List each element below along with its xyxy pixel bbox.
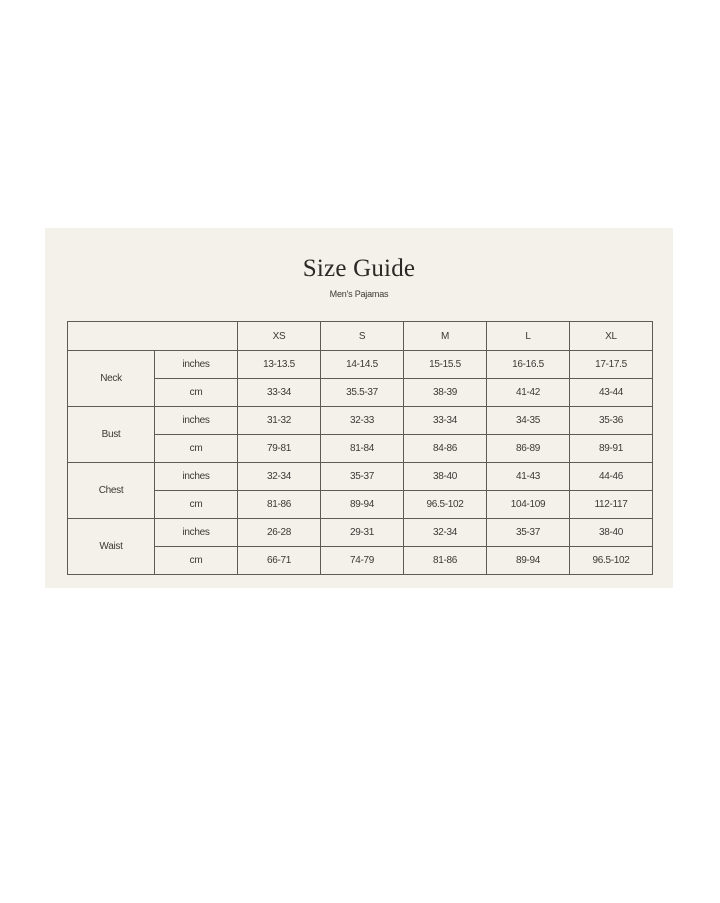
table-cell: 34-35 (487, 407, 570, 435)
unit-label: cm (155, 435, 238, 463)
table-cell: 32-34 (238, 463, 321, 491)
table-cell: 35-36 (570, 407, 653, 435)
table-cell: 14-14.5 (321, 351, 404, 379)
table-cell: 32-33 (321, 407, 404, 435)
size-header-xs: XS (238, 322, 321, 351)
unit-label: inches (155, 351, 238, 379)
page-subtitle: Men's Pajamas (329, 289, 389, 299)
table-cell: 74-79 (321, 547, 404, 575)
size-header-s: S (321, 322, 404, 351)
measure-label-bust: Bust (68, 407, 155, 463)
table-cell: 38-39 (404, 379, 487, 407)
table-cell: 79-81 (238, 435, 321, 463)
measure-label-waist: Waist (68, 519, 155, 575)
table-cell: 38-40 (570, 519, 653, 547)
table-cell: 89-94 (321, 491, 404, 519)
table-cell: 32-34 (404, 519, 487, 547)
table-cell: 96.5-102 (570, 547, 653, 575)
table-cell: 89-94 (487, 547, 570, 575)
table-row (68, 407, 653, 435)
table-cell: 17-17.5 (570, 351, 653, 379)
table-cell: 13-13.5 (238, 351, 321, 379)
table-row (68, 463, 653, 491)
table-cell: 89-91 (570, 435, 653, 463)
size-header-m: M (404, 322, 487, 351)
unit-label: cm (155, 547, 238, 575)
table-cell: 33-34 (238, 379, 321, 407)
table-cell: 26-28 (238, 519, 321, 547)
table-cell: 31-32 (238, 407, 321, 435)
table-header-row (68, 322, 653, 351)
table-cell: 86-89 (487, 435, 570, 463)
table-cell: 35-37 (321, 463, 404, 491)
table-header-corner (68, 322, 238, 351)
table-cell: 81-84 (321, 435, 404, 463)
table-cell: 112-117 (570, 491, 653, 519)
table-row (68, 547, 653, 575)
table-cell: 16-16.5 (487, 351, 570, 379)
table-row (68, 491, 653, 519)
table-cell: 104-109 (487, 491, 570, 519)
size-guide-card (45, 228, 673, 588)
unit-label: cm (155, 379, 238, 407)
size-header-l: L (487, 322, 570, 351)
page-title: Size Guide (302, 255, 416, 282)
table-cell: 35.5-37 (321, 379, 404, 407)
table-cell: 35-37 (487, 519, 570, 547)
table-cell: 43-44 (570, 379, 653, 407)
unit-label: cm (155, 491, 238, 519)
table-cell: 81-86 (238, 491, 321, 519)
table-row (68, 519, 653, 547)
table-cell: 41-43 (487, 463, 570, 491)
table-cell: 44-46 (570, 463, 653, 491)
table-cell: 81-86 (404, 547, 487, 575)
table-cell: 84-86 (404, 435, 487, 463)
table-row (68, 379, 653, 407)
unit-label: inches (155, 407, 238, 435)
unit-label: inches (155, 463, 238, 491)
table-cell: 15-15.5 (404, 351, 487, 379)
table-cell: 38-40 (404, 463, 487, 491)
table-cell: 66-71 (238, 547, 321, 575)
table-cell: 33-34 (404, 407, 487, 435)
measure-label-chest: Chest (68, 463, 155, 519)
table-cell: 29-31 (321, 519, 404, 547)
table-cell: 96.5-102 (404, 491, 487, 519)
unit-label: inches (155, 519, 238, 547)
size-table (67, 321, 653, 575)
table-row (68, 351, 653, 379)
size-header-xl: XL (570, 322, 653, 351)
table-cell: 41-42 (487, 379, 570, 407)
measure-label-neck: Neck (68, 351, 155, 407)
table-row (68, 435, 653, 463)
